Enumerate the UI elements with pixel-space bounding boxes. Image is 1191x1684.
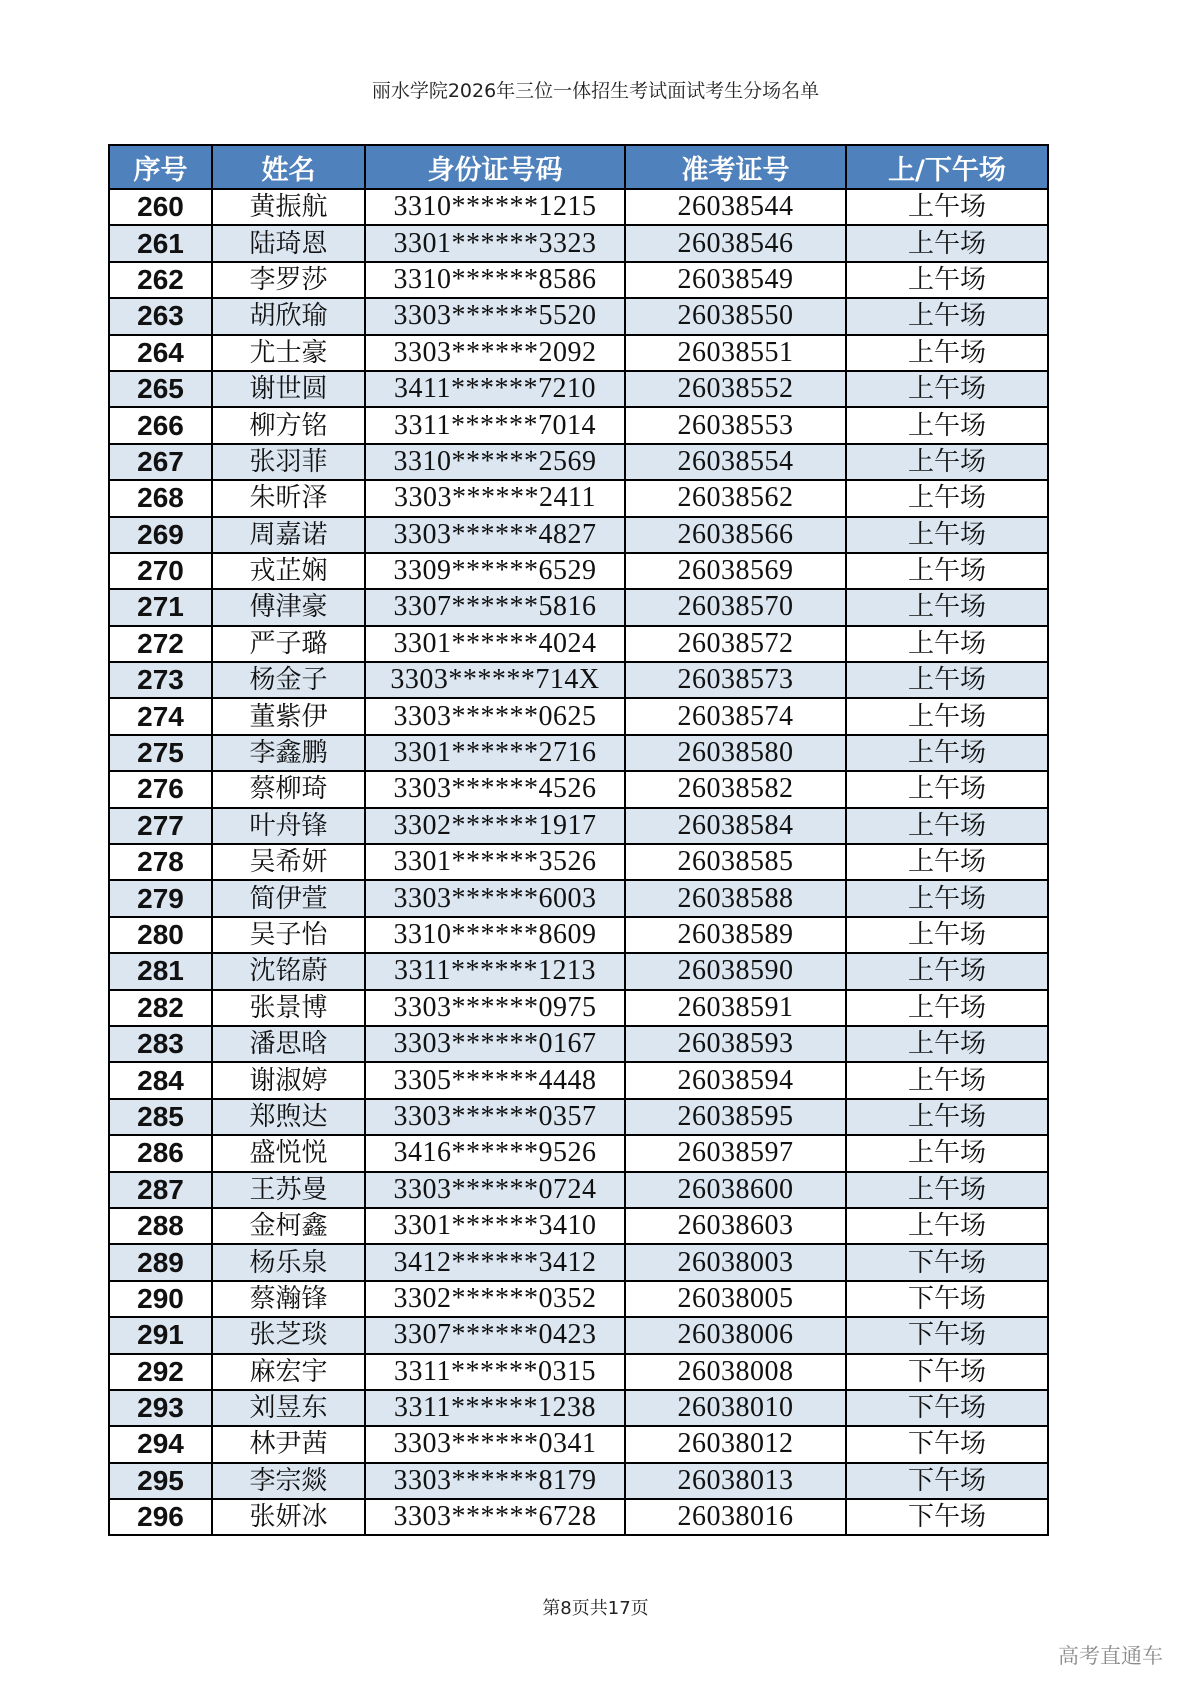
cell-session: 上午场 [846, 1135, 1048, 1171]
cell-seq: 263 [109, 298, 212, 334]
cell-admission-number: 26038582 [625, 771, 846, 807]
cell-id-number: 3411******7210 [365, 371, 625, 407]
cell-session: 上午场 [846, 953, 1048, 989]
cell-seq: 287 [109, 1172, 212, 1208]
cell-seq: 294 [109, 1426, 212, 1462]
table-row [109, 480, 1048, 516]
cell-admission-number: 26038012 [625, 1426, 846, 1462]
page-number: 第8页共17页 [542, 1598, 649, 1619]
cell-admission-number: 26038600 [625, 1172, 846, 1208]
cell-name: 叶舟锋 [212, 808, 365, 844]
cell-admission-number: 26038595 [625, 1099, 846, 1135]
table-row [109, 990, 1048, 1026]
cell-session: 上午场 [846, 225, 1048, 261]
cell-id-number: 3303******0724 [365, 1172, 625, 1208]
cell-session: 上午场 [846, 698, 1048, 734]
cell-seq: 293 [109, 1390, 212, 1426]
cell-admission-number: 26038013 [625, 1463, 846, 1499]
cell-admission-number: 26038566 [625, 517, 846, 553]
cell-session: 上午场 [846, 808, 1048, 844]
cell-admission-number: 26038562 [625, 480, 846, 516]
header-admission-number: 准考证号 [625, 145, 846, 189]
cell-name: 戎芷娴 [212, 553, 365, 589]
cell-name: 蔡瀚锋 [212, 1281, 365, 1317]
cell-id-number: 3310******8586 [365, 262, 625, 298]
cell-id-number: 3305******4448 [365, 1062, 625, 1098]
cell-id-number: 3303******8179 [365, 1463, 625, 1499]
cell-session: 下午场 [846, 1499, 1048, 1535]
watermark: 高考直通车 [1058, 1644, 1163, 1668]
cell-name: 李罗莎 [212, 262, 365, 298]
cell-seq: 280 [109, 917, 212, 953]
cell-session: 上午场 [846, 262, 1048, 298]
cell-session: 上午场 [846, 1099, 1048, 1135]
cell-seq: 269 [109, 517, 212, 553]
cell-id-number: 3307******5816 [365, 589, 625, 625]
cell-id-number: 3303******6003 [365, 880, 625, 916]
table-row [109, 1026, 1048, 1062]
cell-name: 周嘉诺 [212, 517, 365, 553]
table-row [109, 335, 1048, 371]
cell-admission-number: 26038016 [625, 1499, 846, 1535]
cell-admission-number: 26038597 [625, 1135, 846, 1171]
cell-id-number: 3303******6728 [365, 1499, 625, 1535]
cell-session: 上午场 [846, 407, 1048, 443]
cell-session: 下午场 [846, 1244, 1048, 1280]
cell-seq: 276 [109, 771, 212, 807]
cell-id-number: 3303******714X [365, 662, 625, 698]
table-row [109, 1244, 1048, 1280]
cell-seq: 273 [109, 662, 212, 698]
cell-id-number: 3310******8609 [365, 917, 625, 953]
document-title: 丽水学院2026年三位一体招生考试面试考生分场名单 [371, 80, 820, 102]
table-row [109, 1208, 1048, 1244]
cell-name: 简伊萱 [212, 880, 365, 916]
cell-name: 金柯鑫 [212, 1208, 365, 1244]
cell-id-number: 3303******2092 [365, 335, 625, 371]
cell-id-number: 3301******3526 [365, 844, 625, 880]
cell-id-number: 3303******4526 [365, 771, 625, 807]
table-row [109, 771, 1048, 807]
cell-seq: 283 [109, 1026, 212, 1062]
cell-id-number: 3307******0423 [365, 1317, 625, 1353]
cell-id-number: 3303******4827 [365, 517, 625, 553]
cell-name: 陆琦恩 [212, 225, 365, 261]
cell-id-number: 3302******0352 [365, 1281, 625, 1317]
table-row [109, 808, 1048, 844]
cell-session: 下午场 [846, 1317, 1048, 1353]
table-row [109, 698, 1048, 734]
cell-name: 胡欣瑜 [212, 298, 365, 334]
cell-session: 上午场 [846, 517, 1048, 553]
cell-session: 上午场 [846, 553, 1048, 589]
cell-admission-number: 26038585 [625, 844, 846, 880]
table-row [109, 1463, 1048, 1499]
cell-session: 上午场 [846, 371, 1048, 407]
table-row [109, 407, 1048, 443]
cell-session: 上午场 [846, 1208, 1048, 1244]
cell-session: 上午场 [846, 335, 1048, 371]
cell-seq: 284 [109, 1062, 212, 1098]
cell-seq: 266 [109, 407, 212, 443]
cell-seq: 279 [109, 880, 212, 916]
cell-admission-number: 26038006 [625, 1317, 846, 1353]
cell-name: 严子璐 [212, 626, 365, 662]
cell-name: 沈铭蔚 [212, 953, 365, 989]
cell-name: 谢世圆 [212, 371, 365, 407]
cell-seq: 265 [109, 371, 212, 407]
cell-name: 林尹茜 [212, 1426, 365, 1462]
table-row [109, 1354, 1048, 1390]
cell-admission-number: 26038550 [625, 298, 846, 334]
cell-admission-number: 26038580 [625, 735, 846, 771]
cell-session: 上午场 [846, 662, 1048, 698]
cell-session: 上午场 [846, 1172, 1048, 1208]
cell-id-number: 3310******2569 [365, 444, 625, 480]
cell-seq: 291 [109, 1317, 212, 1353]
table-row [109, 225, 1048, 261]
cell-seq: 274 [109, 698, 212, 734]
cell-seq: 295 [109, 1463, 212, 1499]
cell-name: 李鑫鹏 [212, 735, 365, 771]
cell-seq: 267 [109, 444, 212, 480]
cell-name: 郑煦达 [212, 1099, 365, 1135]
cell-admission-number: 26038553 [625, 407, 846, 443]
table-row [109, 1099, 1048, 1135]
cell-seq: 268 [109, 480, 212, 516]
table-row [109, 1062, 1048, 1098]
cell-session: 上午场 [846, 990, 1048, 1026]
cell-id-number: 3303******0357 [365, 1099, 625, 1135]
cell-admission-number: 26038569 [625, 553, 846, 589]
table-row [109, 262, 1048, 298]
table-row [109, 444, 1048, 480]
cell-seq: 288 [109, 1208, 212, 1244]
cell-session: 上午场 [846, 626, 1048, 662]
cell-id-number: 3309******6529 [365, 553, 625, 589]
cell-id-number: 3303******5520 [365, 298, 625, 334]
cell-name: 盛悦悦 [212, 1135, 365, 1171]
cell-admission-number: 26038572 [625, 626, 846, 662]
cell-id-number: 3303******0167 [365, 1026, 625, 1062]
cell-id-number: 3301******2716 [365, 735, 625, 771]
cell-session: 上午场 [846, 480, 1048, 516]
header-session: 上/下午场 [846, 145, 1048, 189]
cell-name: 谢淑婷 [212, 1062, 365, 1098]
cell-name: 张景博 [212, 990, 365, 1026]
cell-seq: 286 [109, 1135, 212, 1171]
cell-id-number: 3311******0315 [365, 1354, 625, 1390]
cell-admission-number: 26038603 [625, 1208, 846, 1244]
table-row [109, 626, 1048, 662]
cell-id-number: 3301******3410 [365, 1208, 625, 1244]
cell-seq: 281 [109, 953, 212, 989]
cell-name: 吴子怡 [212, 917, 365, 953]
cell-session: 上午场 [846, 735, 1048, 771]
cell-id-number: 3311******1213 [365, 953, 625, 989]
cell-seq: 278 [109, 844, 212, 880]
table-row [109, 189, 1048, 225]
cell-name: 董紫伊 [212, 698, 365, 734]
cell-name: 张羽菲 [212, 444, 365, 480]
table-row [109, 1281, 1048, 1317]
table-row [109, 844, 1048, 880]
cell-admission-number: 26038589 [625, 917, 846, 953]
cell-name: 杨金子 [212, 662, 365, 698]
cell-id-number: 3301******4024 [365, 626, 625, 662]
cell-seq: 290 [109, 1281, 212, 1317]
table-row [109, 517, 1048, 553]
cell-admission-number: 26038573 [625, 662, 846, 698]
table-row [109, 589, 1048, 625]
cell-admission-number: 26038588 [625, 880, 846, 916]
cell-id-number: 3310******1215 [365, 189, 625, 225]
cell-id-number: 3303******0625 [365, 698, 625, 734]
cell-id-number: 3412******3412 [365, 1244, 625, 1280]
cell-id-number: 3302******1917 [365, 808, 625, 844]
cell-session: 上午场 [846, 298, 1048, 334]
cell-seq: 262 [109, 262, 212, 298]
table-row [109, 1499, 1048, 1535]
table-row [109, 880, 1048, 916]
cell-id-number: 3311******7014 [365, 407, 625, 443]
cell-name: 柳方铭 [212, 407, 365, 443]
cell-admission-number: 26038590 [625, 953, 846, 989]
cell-name: 吴希妍 [212, 844, 365, 880]
cell-session: 上午场 [846, 771, 1048, 807]
cell-session: 上午场 [846, 844, 1048, 880]
cell-id-number: 3303******0341 [365, 1426, 625, 1462]
cell-name: 傅津豪 [212, 589, 365, 625]
cell-admission-number: 26038591 [625, 990, 846, 1026]
cell-admission-number: 26038544 [625, 189, 846, 225]
cell-id-number: 3301******3323 [365, 225, 625, 261]
cell-seq: 289 [109, 1244, 212, 1280]
table-row [109, 1135, 1048, 1171]
cell-session: 上午场 [846, 444, 1048, 480]
cell-admission-number: 26038005 [625, 1281, 846, 1317]
cell-session: 下午场 [846, 1426, 1048, 1462]
cell-id-number: 3416******9526 [365, 1135, 625, 1171]
cell-session: 下午场 [846, 1354, 1048, 1390]
table-row [109, 371, 1048, 407]
header-name: 姓名 [212, 145, 365, 189]
cell-admission-number: 26038551 [625, 335, 846, 371]
cell-session: 下午场 [846, 1390, 1048, 1426]
cell-session: 上午场 [846, 880, 1048, 916]
table-row [109, 298, 1048, 334]
cell-id-number: 3303******2411 [365, 480, 625, 516]
cell-name: 张芝琰 [212, 1317, 365, 1353]
table-body [109, 189, 1048, 1535]
header-seq: 序号 [109, 145, 212, 189]
cell-session: 上午场 [846, 1062, 1048, 1098]
cell-id-number: 3311******1238 [365, 1390, 625, 1426]
cell-seq: 270 [109, 553, 212, 589]
header-id-number: 身份证号码 [365, 145, 625, 189]
cell-seq: 261 [109, 225, 212, 261]
cell-admission-number: 26038594 [625, 1062, 846, 1098]
cell-seq: 264 [109, 335, 212, 371]
cell-seq: 271 [109, 589, 212, 625]
cell-session: 上午场 [846, 917, 1048, 953]
cell-admission-number: 26038574 [625, 698, 846, 734]
cell-admission-number: 26038554 [625, 444, 846, 480]
table-row [109, 953, 1048, 989]
cell-session: 上午场 [846, 1026, 1048, 1062]
cell-seq: 277 [109, 808, 212, 844]
table-row [109, 735, 1048, 771]
cell-session: 上午场 [846, 189, 1048, 225]
cell-seq: 285 [109, 1099, 212, 1135]
cell-name: 蔡柳琦 [212, 771, 365, 807]
table-row [109, 1426, 1048, 1462]
table-row [109, 1390, 1048, 1426]
table-row [109, 553, 1048, 589]
cell-name: 尤士豪 [212, 335, 365, 371]
table-row [109, 662, 1048, 698]
cell-admission-number: 26038546 [625, 225, 846, 261]
cell-name: 刘昱东 [212, 1390, 365, 1426]
cell-seq: 272 [109, 626, 212, 662]
table-row [109, 917, 1048, 953]
cell-seq: 275 [109, 735, 212, 771]
cell-name: 王苏曼 [212, 1172, 365, 1208]
cell-session: 下午场 [846, 1463, 1048, 1499]
cell-seq: 296 [109, 1499, 212, 1535]
cell-id-number: 3303******0975 [365, 990, 625, 1026]
table-row [109, 1317, 1048, 1353]
cell-admission-number: 26038549 [625, 262, 846, 298]
cell-session: 下午场 [846, 1281, 1048, 1317]
candidate-table [108, 144, 1049, 1536]
table-header-row [109, 145, 1048, 189]
cell-name: 麻宏宇 [212, 1354, 365, 1390]
cell-admission-number: 26038570 [625, 589, 846, 625]
cell-admission-number: 26038003 [625, 1244, 846, 1280]
cell-admission-number: 26038552 [625, 371, 846, 407]
cell-admission-number: 26038584 [625, 808, 846, 844]
cell-name: 李宗燚 [212, 1463, 365, 1499]
cell-name: 杨乐泉 [212, 1244, 365, 1280]
cell-seq: 292 [109, 1354, 212, 1390]
cell-session: 上午场 [846, 589, 1048, 625]
cell-name: 潘思晗 [212, 1026, 365, 1062]
cell-admission-number: 26038593 [625, 1026, 846, 1062]
table-row [109, 1172, 1048, 1208]
cell-name: 朱昕泽 [212, 480, 365, 516]
cell-seq: 260 [109, 189, 212, 225]
cell-name: 黄振航 [212, 189, 365, 225]
cell-admission-number: 26038008 [625, 1354, 846, 1390]
cell-seq: 282 [109, 990, 212, 1026]
cell-name: 张妍冰 [212, 1499, 365, 1535]
cell-admission-number: 26038010 [625, 1390, 846, 1426]
